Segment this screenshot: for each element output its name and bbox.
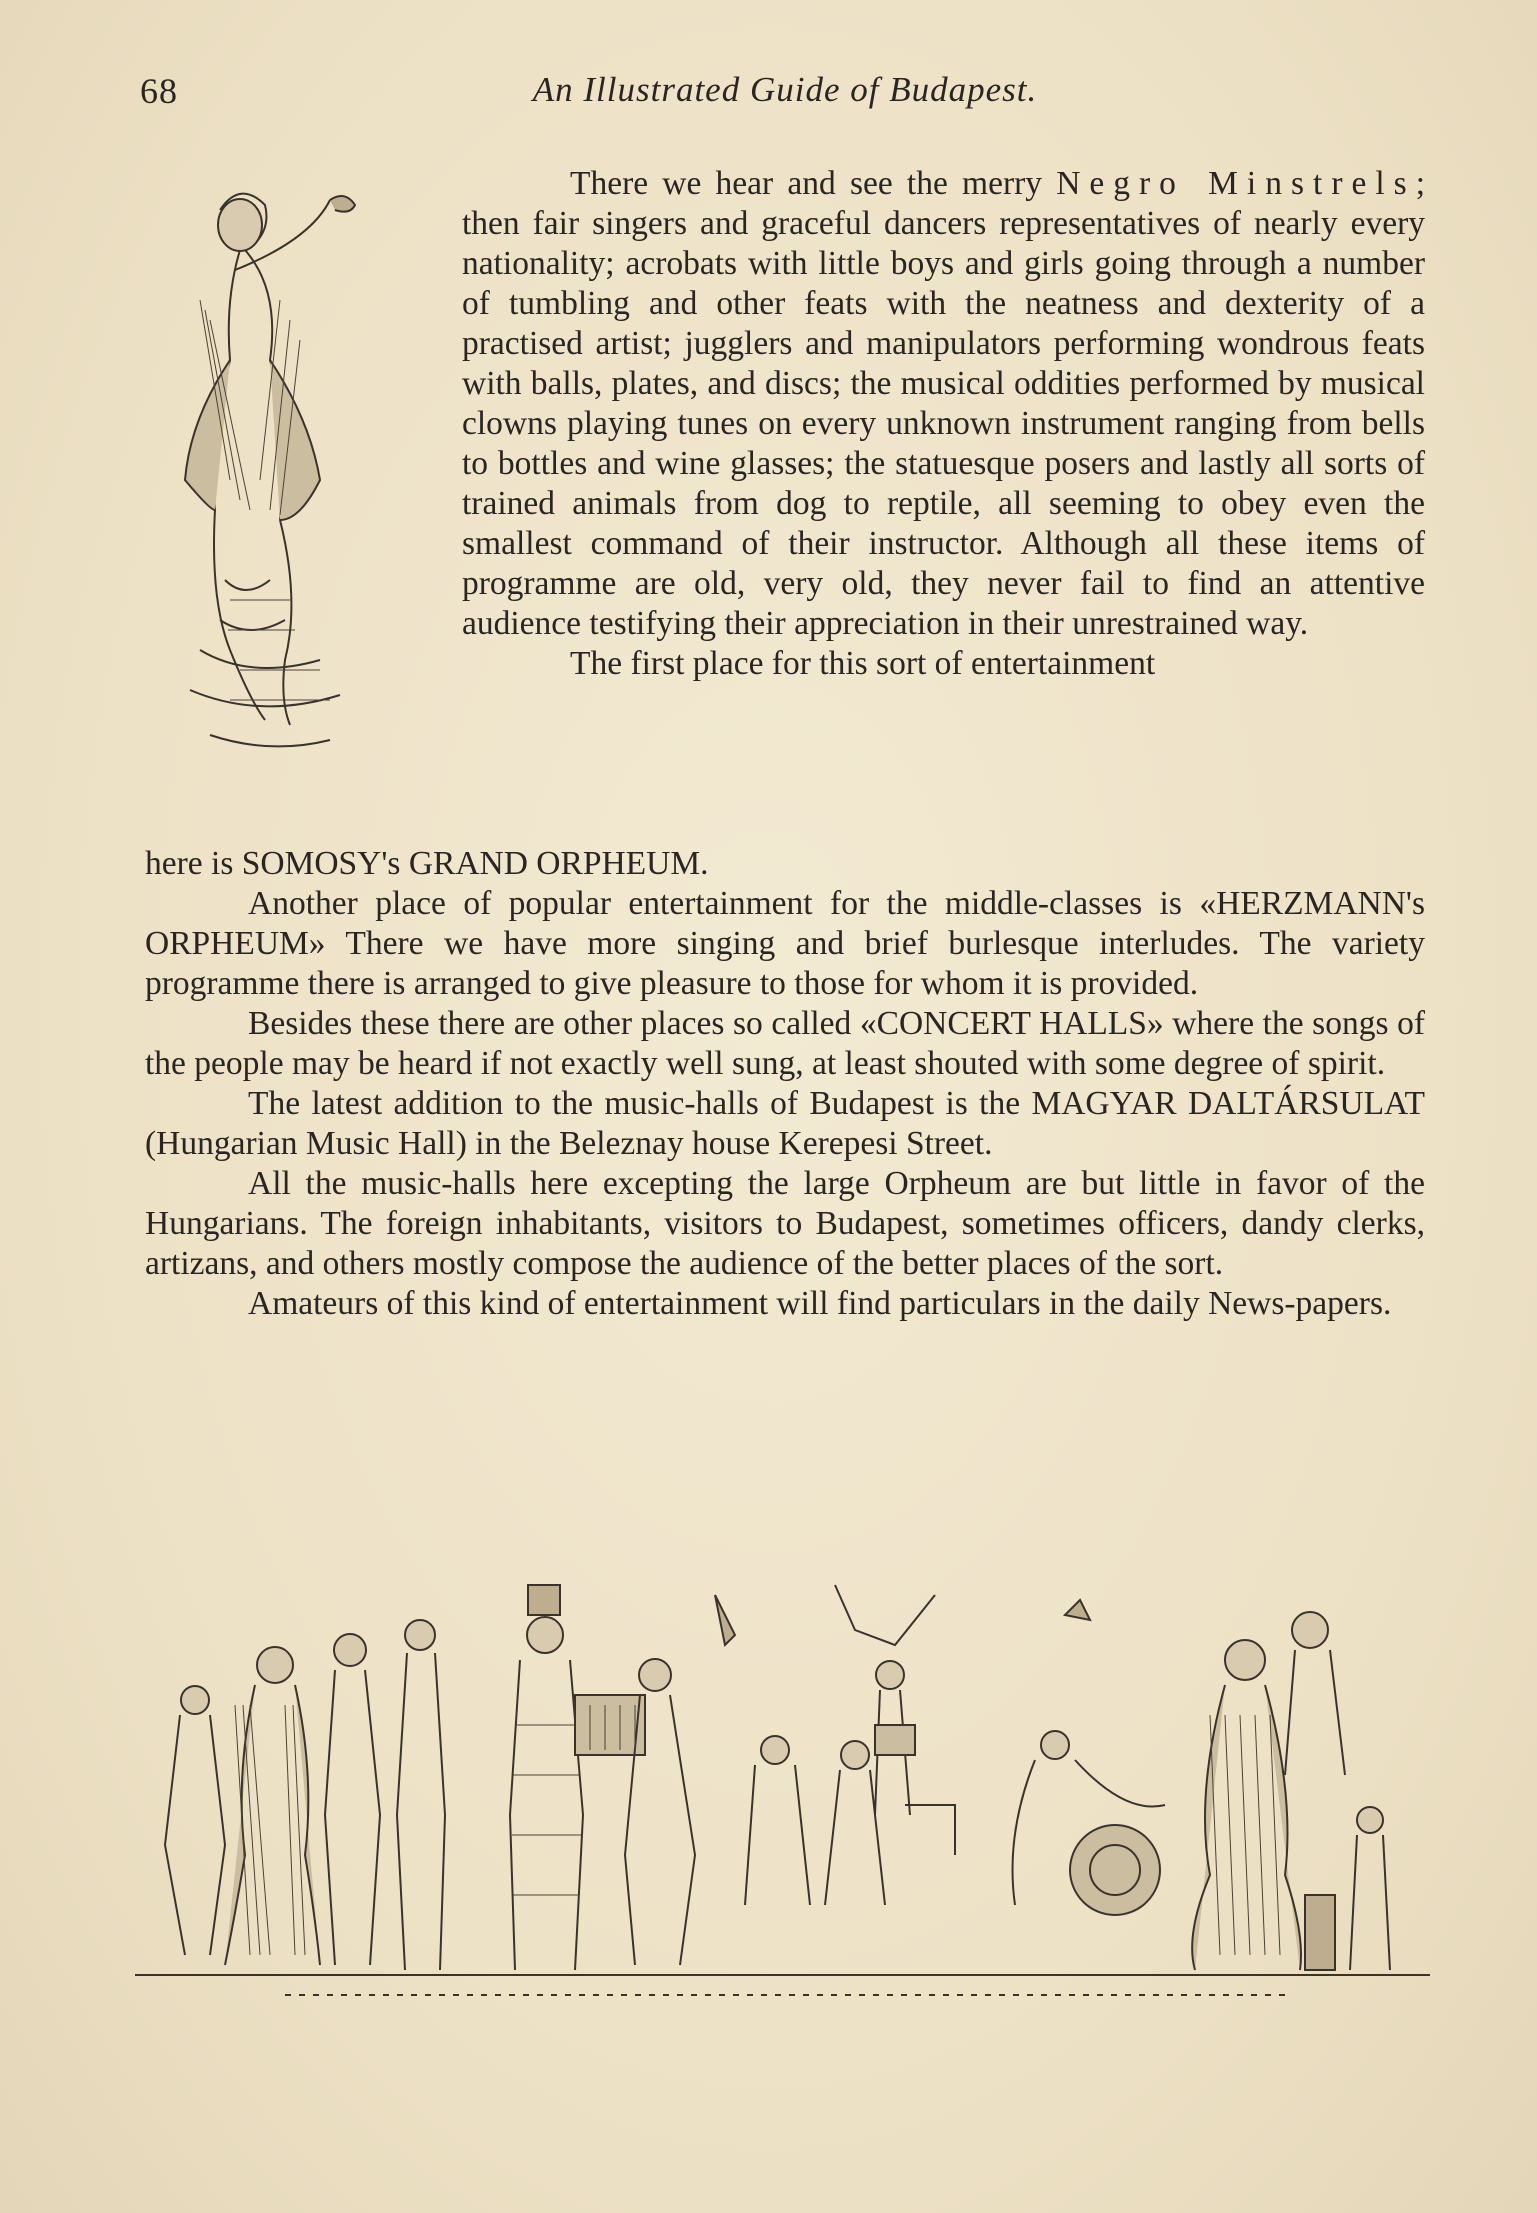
paragraph-minstrels [462, 164, 1425, 644]
p1-spaced-words: Negro Minstrels [1056, 165, 1416, 202]
page-number: 68 [140, 71, 178, 111]
performers-drawing [135, 1575, 1430, 2030]
performers-illustration [135, 1575, 1430, 2030]
paragraph-music-halls: All the music-halls here excepting the large Orpheum are but little in favor of the Hungarians. The foreign inhabitants, visitors to Budapest, sometimes officers, dandy clerks, artizans, and others mostly compose the audience of the better places of the sort. [145, 1165, 1425, 1282]
dancer-drawing [170, 180, 425, 780]
p2-start: The first place for this sort of entertainment [570, 645, 1156, 682]
p1-start: There we hear and see the merry [570, 165, 1057, 202]
paragraph-first-place-start [462, 644, 1425, 684]
dancer-illustration [170, 180, 425, 780]
paragraph-concert-halls: Besides these there are other places so called «CONCERT HALLS» where the songs of the people may be heard if not exactly well sung, at least shouted with some degree of spirit. [145, 1005, 1425, 1082]
p1-rest: ; then fair singers and graceful dancers representatives of nearly every nationality; acrobats with little boys and girls going through a number of tumbling and other feats with the neatness and dexterity of a practised artist; jugglers and manipulators performing wondrous feats with balls, plates, and discs; the musical oddities performed by musical clowns playing tunes on every unknown instrument ranging from bells to bottles and wine glasses; the statuesque posers and lastly all sorts of trained animals from dog to reptile, all seeming to obey even the smallest command of their instructor. Although all these items of programme are old, very old, they never fail to find an attentive audience testifying their appreciation in their unrestrained way. [462, 165, 1425, 642]
page-header [140, 70, 1430, 120]
paragraph-somosy: here is SOMOSY's GRAND ORPHEUM. [145, 845, 709, 882]
paragraph-herzmann: Another place of popular entertainment for the middle-classes is «HERZMANN's ORPHEUM» There we have more singing and brief burlesque interludes. The variety programme there is arranged to give pleasure to those for whom it is provided. [145, 885, 1425, 1002]
wrapped-paragraph-block [462, 164, 1425, 684]
running-title: An Illustrated Guide of Budapest. [532, 70, 1038, 109]
paragraph-amateurs: Amateurs of this kind of entertainment will find particulars in the daily News-papers. [248, 1285, 1392, 1322]
body-text-block [145, 844, 1425, 1324]
paragraph-magyar: The latest addition to the music-halls of Budapest is the MAGYAR DALTÁRSULAT (Hungarian Music Hall) in the Beleznay house Kerepesi Street. [145, 1085, 1425, 1162]
